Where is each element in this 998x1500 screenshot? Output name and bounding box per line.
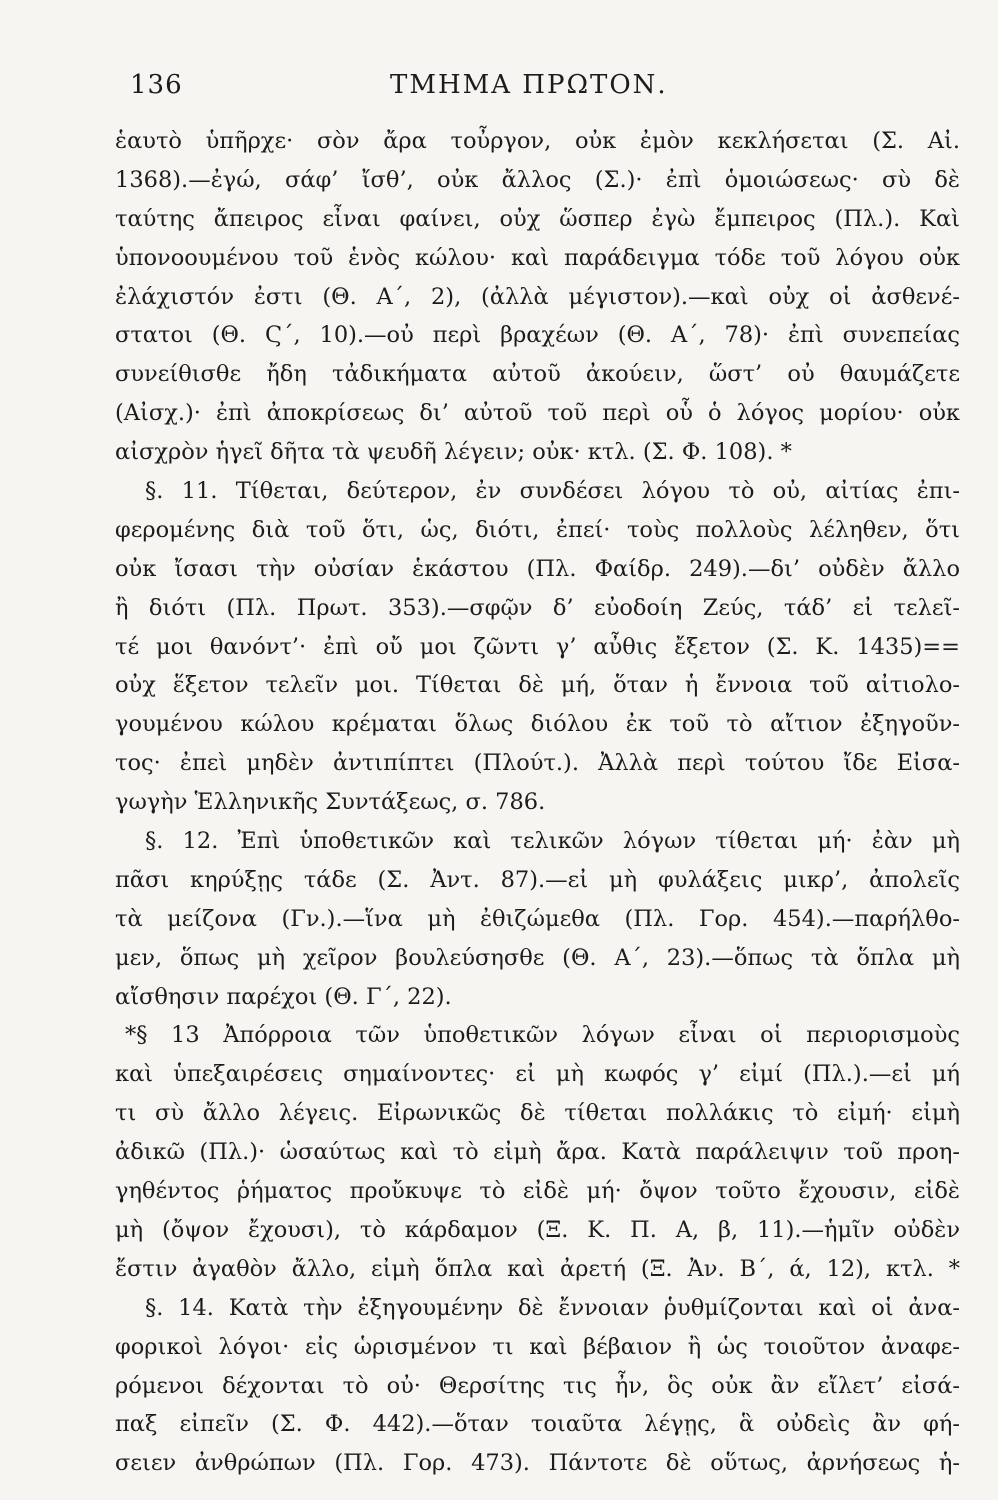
text-line: ρόμενοι δέχονται τὸ οὐ· Θερσίτης τις ἦν, ὃς οὐκ ἂν εἴλετ’ εἰσά- (115, 1372, 960, 1399)
text-line: αἴσθησιν παρέχοι (Θ. Γ΄, 22). (115, 983, 452, 1010)
text-line: καὶ ὑπεξαιρέσεις σημαίνοντες· εἰ μὴ κωφός γ’ εἰμί (Πλ.).—εἰ μή (115, 1061, 960, 1088)
text-line: ἢ διότι (Πλ. Πρωτ. 353).—σφῷν δ’ εὐοδοίη Ζεύς, τάδ’ εἰ τελεῖ- (115, 594, 960, 621)
text-line: μὴ (ὄψον ἔχουσι), τὸ κάρδαμον (Ξ. Κ. Π. Α, β, 11).—ἡμῖν οὐδὲν (115, 1216, 960, 1243)
text-line: (Αἰσχ.)· ἐπὶ ἀποκρίσεως δι’ αὐτοῦ τοῦ περὶ οὗ ὁ λόγος μορίου· οὐκ (115, 400, 960, 427)
text-line: τι σὺ ἄλλο λέγεις. Εἰρωνικῶς δὲ τίθεται πολλάκις τὸ εἰμή· εἰμὴ (115, 1100, 960, 1127)
text-line: οὐκ ἴσασι τὴν οὐσίαν ἑκάστου (Πλ. Φαίδρ. 249).—δι’ οὐδὲν ἄλλο (115, 555, 960, 582)
text-line: τὰ μείζονα (Γν.).—ἵνα μὴ ἐθιζώμεθα (Πλ. Γορ. 454).—παρήλθο- (115, 905, 960, 932)
section-11-start: §. 11. Τίθεται, δεύτερον, ἐν συνδέσει λόγου τὸ οὐ, αἰτίας ἐπι- (145, 478, 960, 505)
text-line: φορικοὶ λόγοι· εἰς ὡρισμένον τι καὶ βέβαιον ἢ ὡς τοιοῦτον ἀναφε- (115, 1333, 960, 1360)
text-line: γωγὴν Ἑλληνικῆς Συντάξεως, σ. 786. (115, 789, 546, 816)
text-line: ταύτης ἄπειρος εἶναι φαίνει, οὐχ ὥσπερ ἐγὼ ἔμπειρος (Πλ.). Καὶ (115, 205, 960, 232)
page-number: 136 (130, 70, 183, 100)
text-line: ἔστιν ἀγαθὸν ἄλλο, εἰμὴ ὅπλα καὶ ἀρετή (Ξ. Ἀν. Β΄, ά, 12), κτλ. * (115, 1255, 960, 1282)
text-line: γουμένου κώλου κρέμαται ὅλως διόλου ἐκ τοῦ τὸ αἴτιον ἐξηγοῦν- (115, 711, 960, 738)
text-line: στατοι (Θ. Ϛ΄, 10).—οὐ περὶ βραχέων (Θ. Α΄, 78)· ἐπὶ συνεπείας (115, 322, 960, 349)
text-line: οὐχ ἕξετον τελεῖν μοι. Τίθεται δὲ μή, ὅταν ἡ ἔννοια τοῦ αἰτιολο- (115, 672, 960, 699)
text-line: μεν, ὅπως μὴ χεῖρον βουλεύσησθε (Θ. Α΄, 23).—ὅπως τὰ ὅπλα μὴ (115, 944, 960, 971)
text-line: ἑαυτὸ ὑπῆρχε· σὸν ἄρα τοὖργον, οὐκ ἐμὸν κεκλήσεται (Σ. Αἰ. (115, 128, 960, 154)
text-line: σειεν ἀνθρώπων (Πλ. Γορ. 473). Πάντοτε δὲ οὕτως, ἀρνήσεως ἡ- (115, 1450, 960, 1477)
text-line: τος· ἐπεὶ μηδὲν ἀντιπίπτει (Πλούτ.). Ἀλλὰ περὶ τούτου ἴδε Εἰσα- (115, 750, 960, 777)
text-line: ἐλάχιστόν ἐστι (Θ. Α΄, 2), (ἀλλὰ μέγιστον).—καὶ οὐχ οἱ ἀσθενέ- (115, 283, 960, 310)
text-line: αἰσχρὸν ἡγεῖ δῆτα τὰ ψευδῆ λέγειν; οὐκ· κτλ. (Σ. Φ. 108). * (115, 439, 792, 466)
text-line: τέ μοι θανόντ’· ἐπὶ οὔ μοι ζῶντι γ’ αὖθις ἔξετον (Σ. Κ. 1435)== (115, 633, 960, 660)
text-line: συνείθισθε ἤδη τἀδικήματα αὐτοῦ ἀκούειν, ὥστ’ οὐ θαυμάζετε (115, 361, 960, 388)
text-line: πᾶσι κηρύξῃς τάδε (Σ. Ἀντ. 87).—εἰ μὴ φυλάξεις μικρ’, ἀπολεῖς (115, 866, 960, 893)
text-line: ὑπονοουμένου τοῦ ἑνὸς κώλου· καὶ παράδειγμα τόδε τοῦ λόγου οὐκ (115, 244, 960, 271)
text-line: παξ εἰπεῖν (Σ. Φ. 442).—ὅταν τοιαῦτα λέγῃς, ἃ οὐδεὶς ἂν φή- (115, 1411, 960, 1438)
section-12-start: §. 12. Ἐπὶ ὑποθετικῶν καὶ τελικῶν λόγων τίθεται μή· ἐὰν μὴ (145, 828, 960, 855)
text-line: φερομένης διὰ τοῦ ὅτι, ὡς, διότι, ἐπεί· τοὺς πολλοὺς λέληθεν, ὅτι (115, 516, 960, 543)
running-title: ΤΜΗΜΑ ΠΡΩΤΟΝ. (390, 70, 668, 100)
text-line: ἀδικῶ (Πλ.)· ὡσαύτως καὶ τὸ εἰμὴ ἄρα. Κατὰ παράλειψιν τοῦ προη- (115, 1139, 960, 1166)
text-line: γηθέντος ῥήματος προὔκυψε τὸ εἰδὲ μή· ὄψον τοῦτο ἔχουσιν, εἰδὲ (115, 1178, 960, 1205)
text-line: 1368).—ἐγώ, σάφ’ ἴσθ’, οὐκ ἄλλος (Σ.)· ἐπὶ ὁμοιώσεως· σὺ δὲ (115, 166, 960, 193)
body-text (115, 122, 960, 1483)
section-14-start: §. 14. Κατὰ τὴν ἐξηγουμένην δὲ ἔννοιαν ῥυθμίζονται καὶ οἱ ἀνα- (145, 1294, 960, 1321)
section-13-start: *§ 13 Ἀπόρροια τῶν ὑποθετικῶν λόγων εἶναι οἱ περιορισμοὺς (125, 1022, 960, 1049)
page-header (130, 70, 905, 110)
